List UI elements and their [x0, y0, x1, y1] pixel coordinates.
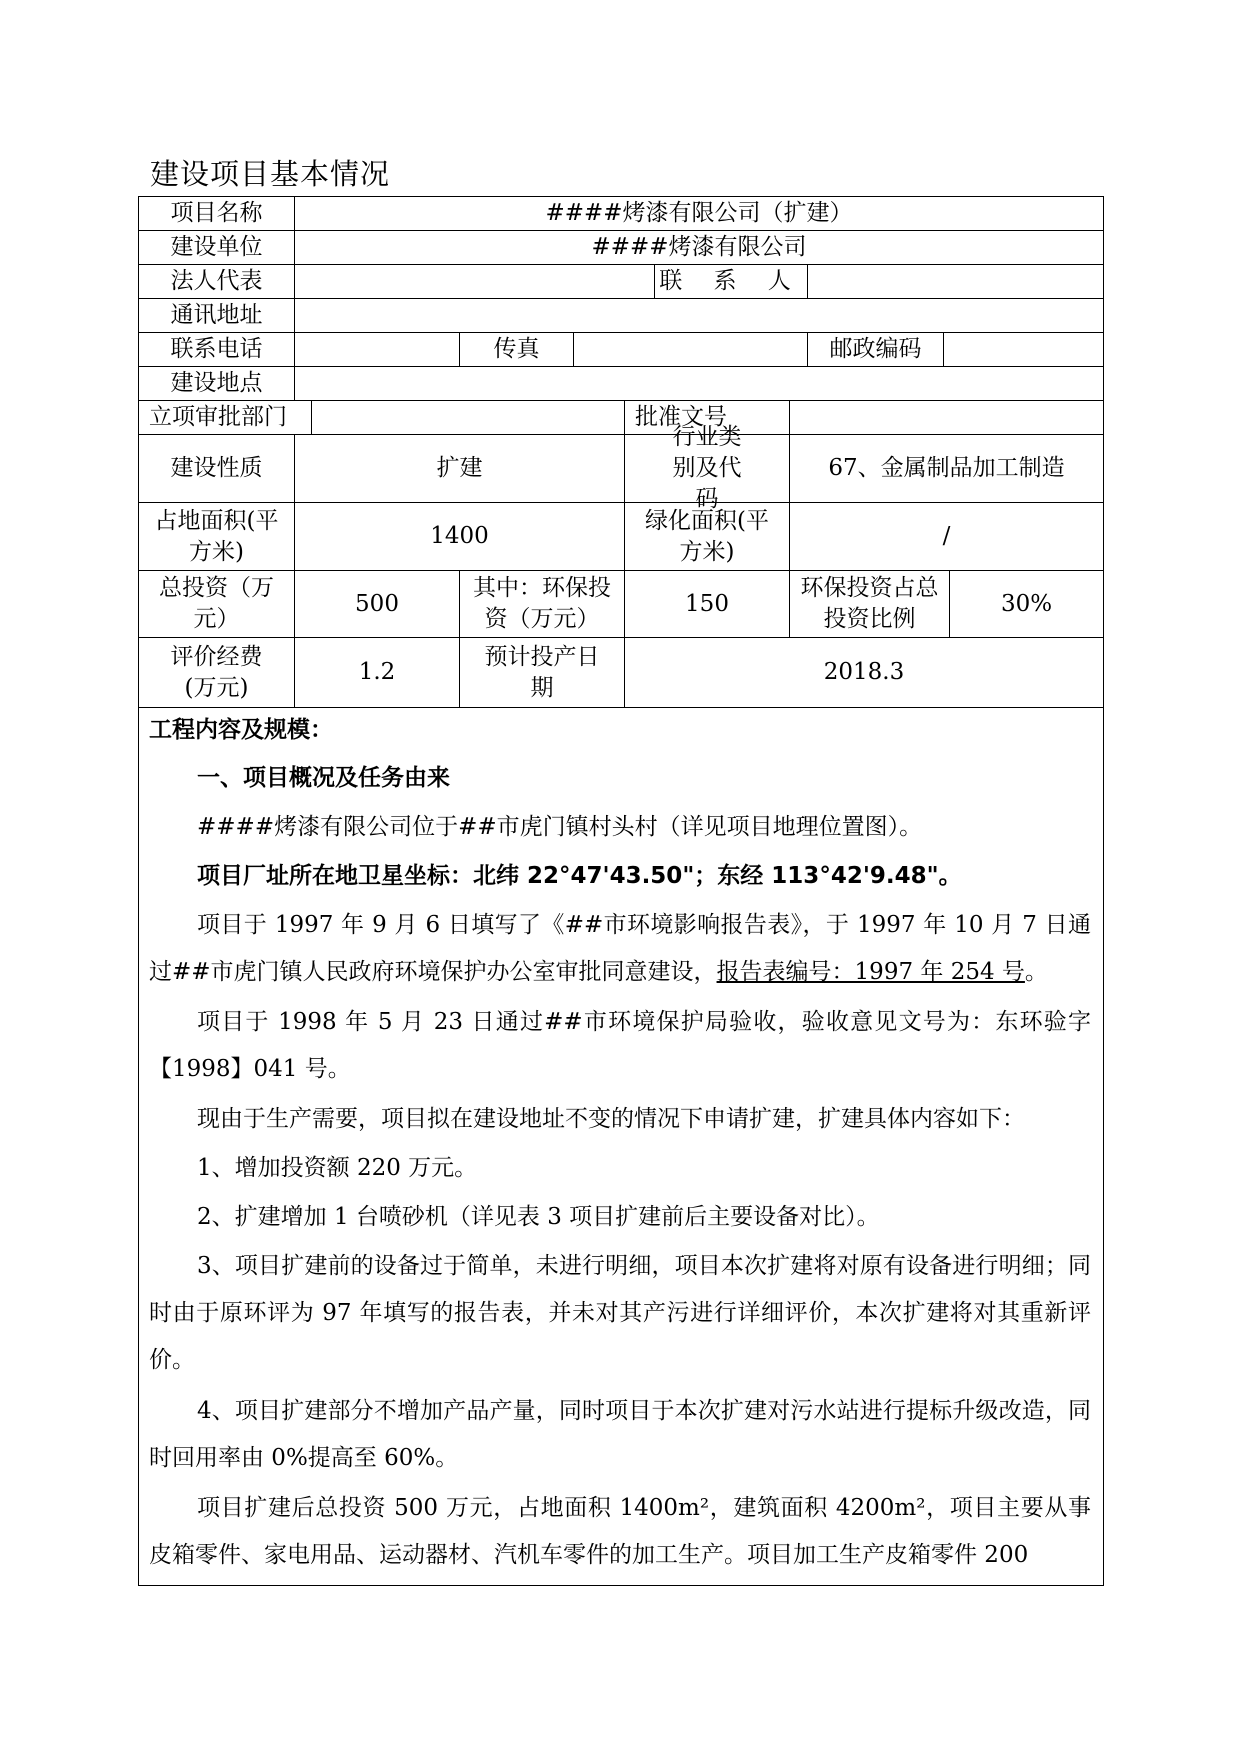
- paragraph-location: ####烤漆有限公司位于##市虎门镇村头村（详见项目地理位置图）。: [197, 814, 923, 840]
- contact-label: 联 系 人: [654, 264, 808, 299]
- date-value: 2018.3: [624, 637, 1104, 708]
- ratio-label: 环保投资占总投资比例: [789, 570, 950, 638]
- nature-value: 扩建: [294, 434, 625, 503]
- legal-rep-value: [294, 264, 655, 299]
- contact-value: [807, 264, 1104, 299]
- industry-value: 67、金属制品加工制造: [789, 434, 1104, 503]
- nature-label: 建设性质: [138, 434, 295, 503]
- postcode-value: [943, 332, 1104, 367]
- invest-label: 总投资（万元）: [138, 570, 295, 638]
- project-name-label: 项目名称: [138, 196, 295, 231]
- legal-rep-label: 法人代表: [138, 264, 295, 299]
- green-value: /: [789, 502, 1104, 571]
- fee-label: 评价经费(万元): [138, 637, 295, 708]
- list-item: 2、扩建增加 1 台喷砂机（详见表 3 项目扩建前后主要设备对比）。: [197, 1204, 880, 1230]
- section-label: 工程内容及规模：: [149, 717, 333, 743]
- list-item: 3、项目扩建前的设备过于简单，未进行明细，项目本次扩建将对原有设备进行明细；同时由于原环评为 97 年填写的报告表，并未对其产污进行详细评价，本次扩建将对其重新评价。: [149, 1253, 1091, 1373]
- address-label: 通讯地址: [138, 298, 295, 333]
- approval-no-value: [789, 400, 1104, 435]
- fax-label: 传真: [459, 332, 574, 367]
- report-number: 报告表编号：1997 年 254 号: [716, 959, 1025, 985]
- project-name-value: ####烤漆有限公司（扩建）: [294, 196, 1104, 231]
- address-value: [294, 298, 1104, 333]
- unit-value: ####烤漆有限公司: [294, 230, 1104, 265]
- area-value: 1400: [294, 502, 625, 571]
- project-content-section: [138, 707, 1104, 1586]
- industry-label: 行业类别及代码: [624, 434, 790, 503]
- heading-overview: 一、项目概况及任务由来: [197, 765, 450, 791]
- site-label: 建设地点: [138, 366, 295, 401]
- approval-dept-label: 立项审批部门: [138, 400, 312, 435]
- unit-label: 建设单位: [138, 230, 295, 265]
- fax-value: [573, 332, 808, 367]
- site-value: [294, 366, 1104, 401]
- paragraph-history: [149, 902, 1091, 996]
- approval-dept-value: [311, 400, 625, 435]
- date-label: 预计投产日期: [459, 637, 625, 708]
- paragraph-coordinates: 项目厂址所在地卫星坐标：北纬 22°47'43.50"；东经 113°42'9.48"。: [197, 863, 962, 889]
- history-end: 。: [1024, 959, 1048, 985]
- paragraph-expansion-reason: 现由于生产需要，项目拟在建设地址不变的情况下申请扩建，扩建具体内容如下：: [197, 1106, 1025, 1132]
- list-item: 1、增加投资额 220 万元。: [197, 1155, 478, 1181]
- page-title: 建设项目基本情况: [150, 157, 391, 191]
- invest-value: 500: [294, 570, 460, 638]
- ratio-value: 30%: [949, 570, 1104, 638]
- env-invest-label: 其中：环保投资（万元）: [459, 570, 625, 638]
- env-invest-value: 150: [624, 570, 790, 638]
- postcode-label: 邮政编码: [807, 332, 944, 367]
- green-label: 绿化面积(平方米): [624, 502, 790, 571]
- area-label: 占地面积(平方米): [138, 502, 295, 571]
- fee-value: 1.2: [294, 637, 460, 708]
- phone-value: [294, 332, 460, 367]
- history-text: 项目于 1997 年 9 月 6 日填写了《##市环境影响报告表》，于 1997 年 10 月 7 日通过##市虎门镇人民政府环境保护办公室审批同意建设，: [149, 912, 1091, 985]
- approval-no-label: 批准文号: [624, 400, 790, 435]
- phone-label: 联系电话: [138, 332, 295, 367]
- paragraph-acceptance: 项目于 1998 年 5 月 23 日通过##市环境保护局验收，验收意见文号为：东环验字【1998】041 号。: [149, 1009, 1091, 1082]
- list-item: 4、项目扩建部分不增加产品产量，同时项目于本次扩建对污水站进行提标升级改造，同时回用率由 0%提高至 60%。: [149, 1398, 1091, 1471]
- paragraph-summary: 项目扩建后总投资 500 万元，占地面积 1400m²，建筑面积 4200m²，项目主要从事皮箱零件、家电用品、运动器材、汽机车零件的加工生产。项目加工生产皮箱零件 200: [149, 1495, 1091, 1568]
